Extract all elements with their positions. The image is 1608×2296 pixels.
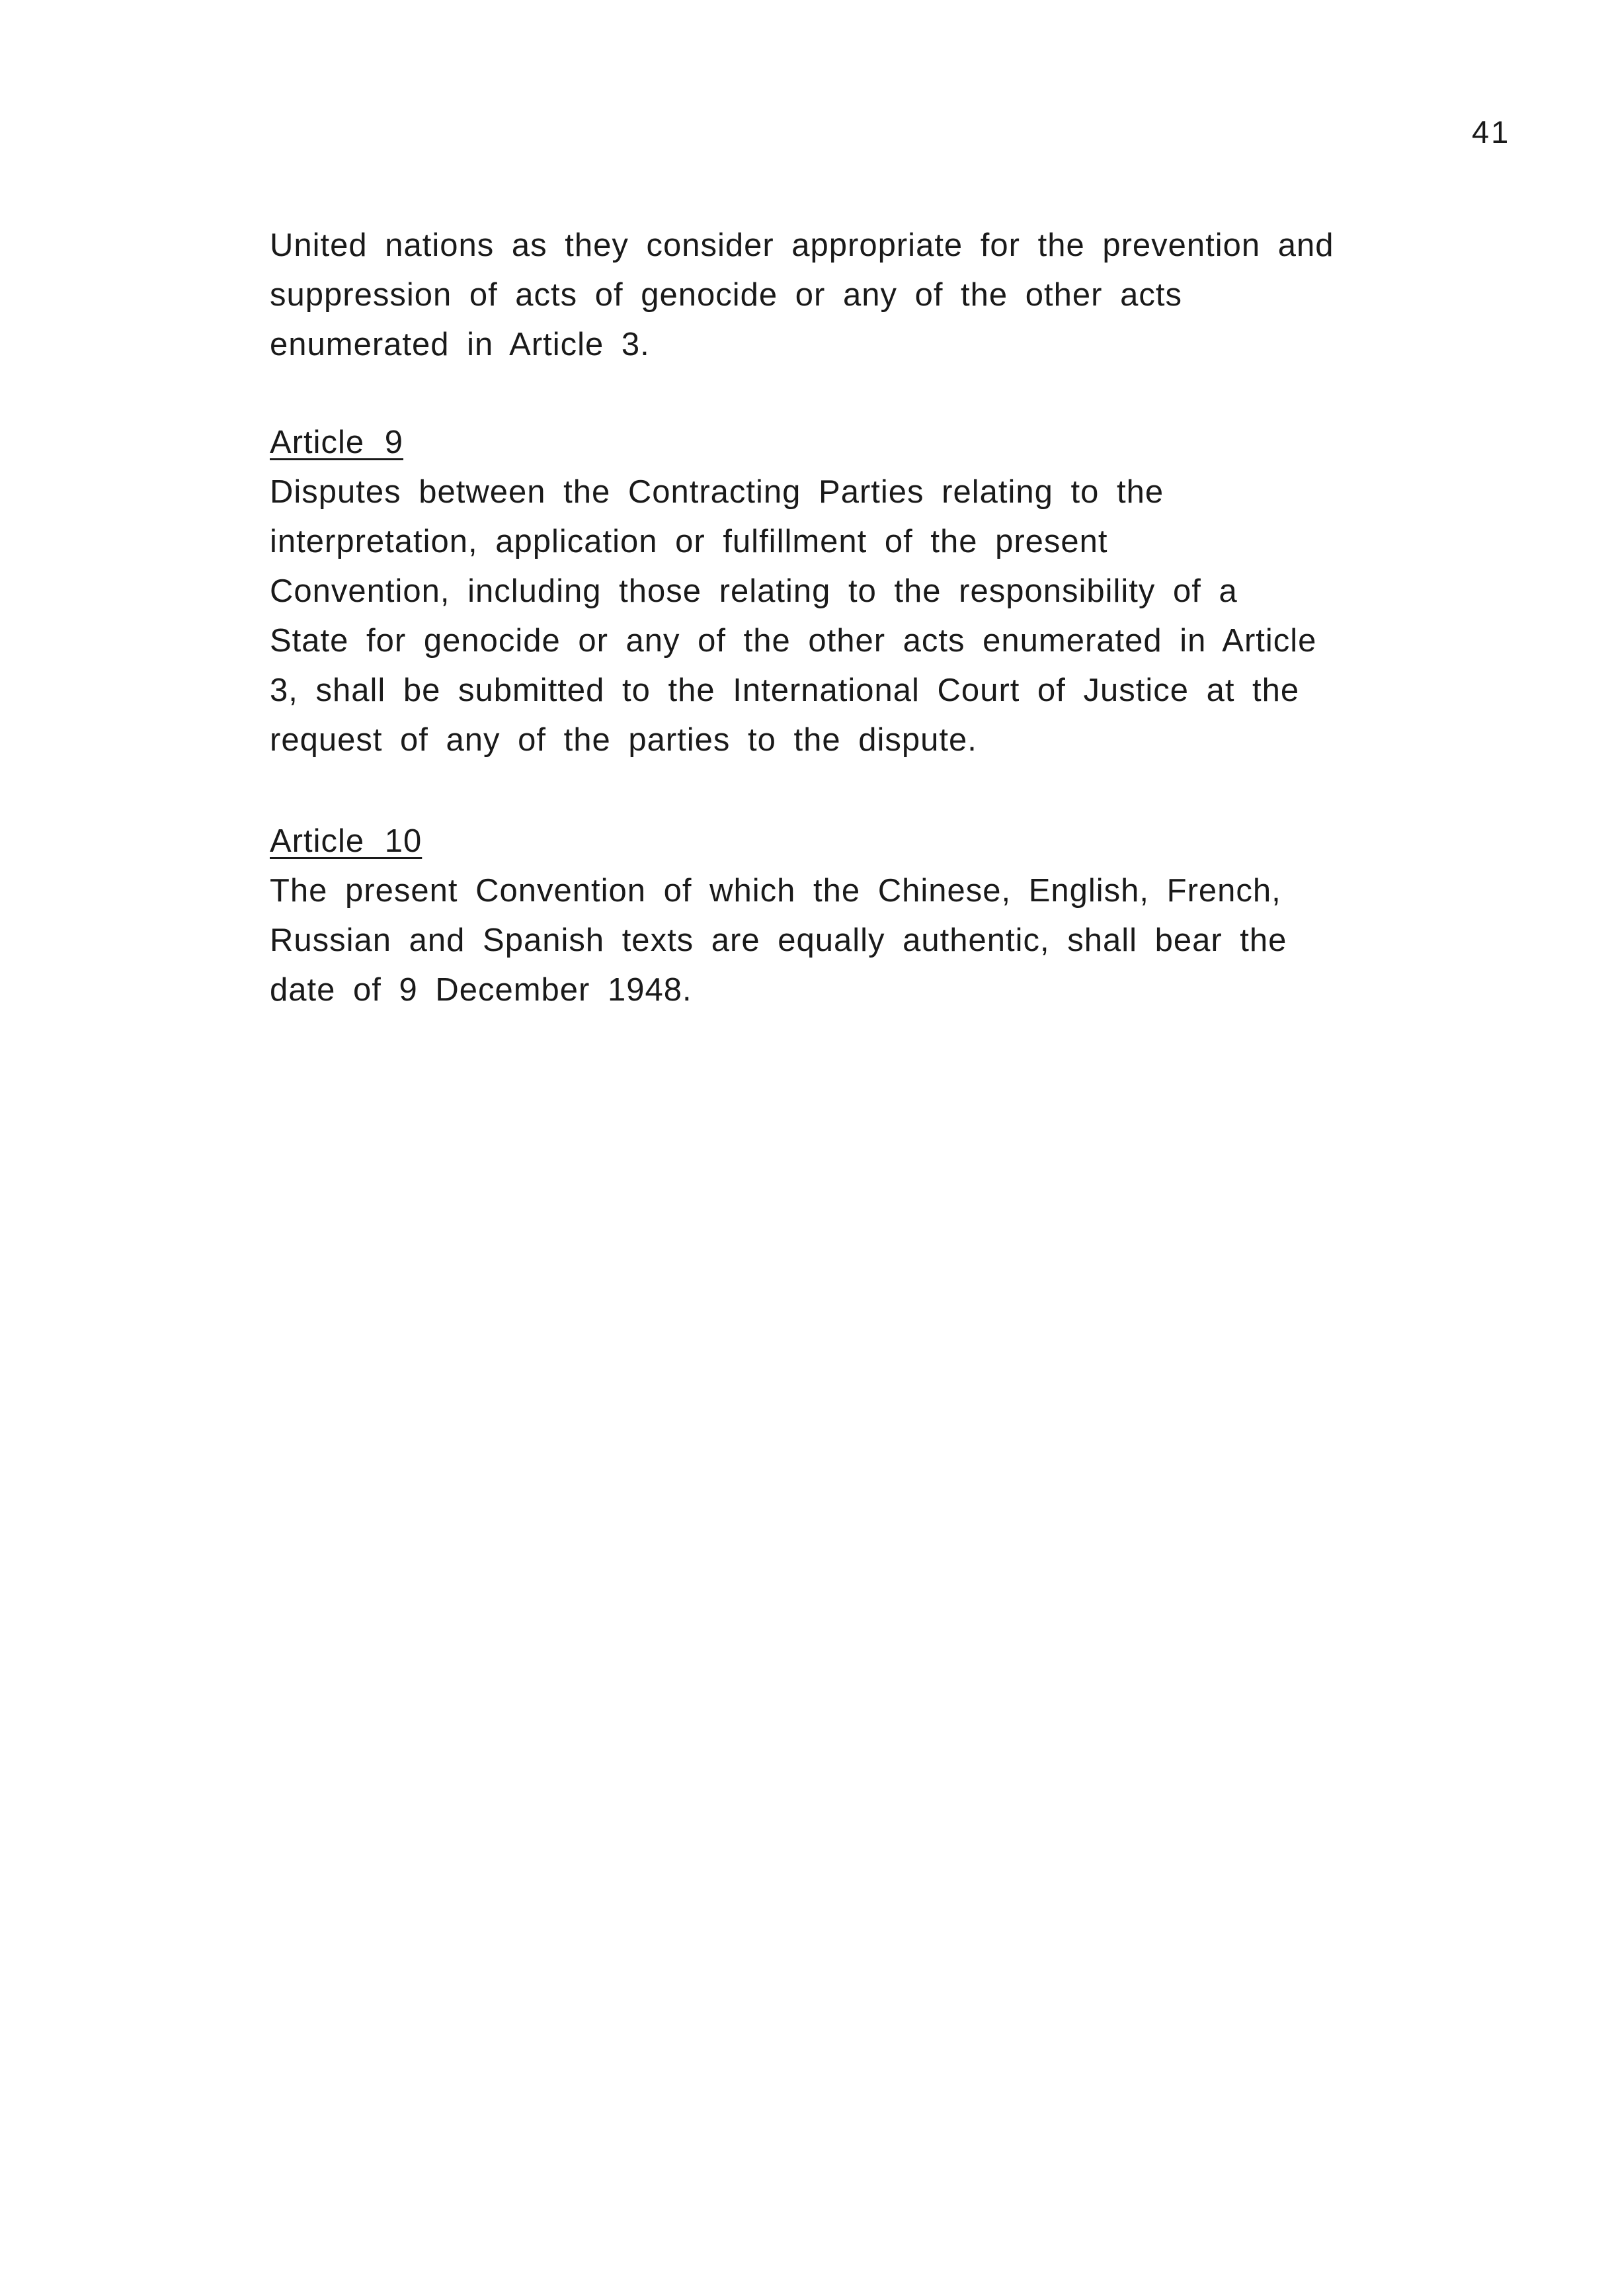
paragraph-line: Disputes between the Contracting Parties relating to the xyxy=(270,474,1164,510)
paragraph-line: request of any of the parties to the dispute. xyxy=(270,722,977,758)
article-10-heading: Article 10 xyxy=(270,823,422,859)
paragraph-line: United nations as they consider appropriate for the prevention and xyxy=(270,227,1334,263)
article-9-section xyxy=(270,418,1433,765)
page-number: 41 xyxy=(1472,114,1511,149)
paragraph-line: The present Convention of which the Chinese, English, French, xyxy=(270,873,1281,909)
article-10-section xyxy=(270,817,1433,1015)
paragraph-line: date of 9 December 1948. xyxy=(270,972,692,1008)
intro-paragraph xyxy=(270,221,1433,370)
article-9-heading: Article 9 xyxy=(270,425,404,460)
paragraph-line: 3, shall be submitted to the International Court of Justice at the xyxy=(270,673,1300,708)
paragraph-line: Russian and Spanish texts are equally authentic, shall bear the xyxy=(270,922,1287,958)
paragraph-line: enumerated in Article 3. xyxy=(270,327,650,362)
paragraph-line: suppression of acts of genocide or any of the other acts xyxy=(270,277,1182,313)
paragraph-line: State for genocide or any of the other acts enumerated in Article xyxy=(270,623,1317,659)
paragraph-line: interpretation, application or fulfillment of the present xyxy=(270,524,1108,559)
paragraph-line: Convention, including those relating to the responsibility of a xyxy=(270,573,1238,609)
